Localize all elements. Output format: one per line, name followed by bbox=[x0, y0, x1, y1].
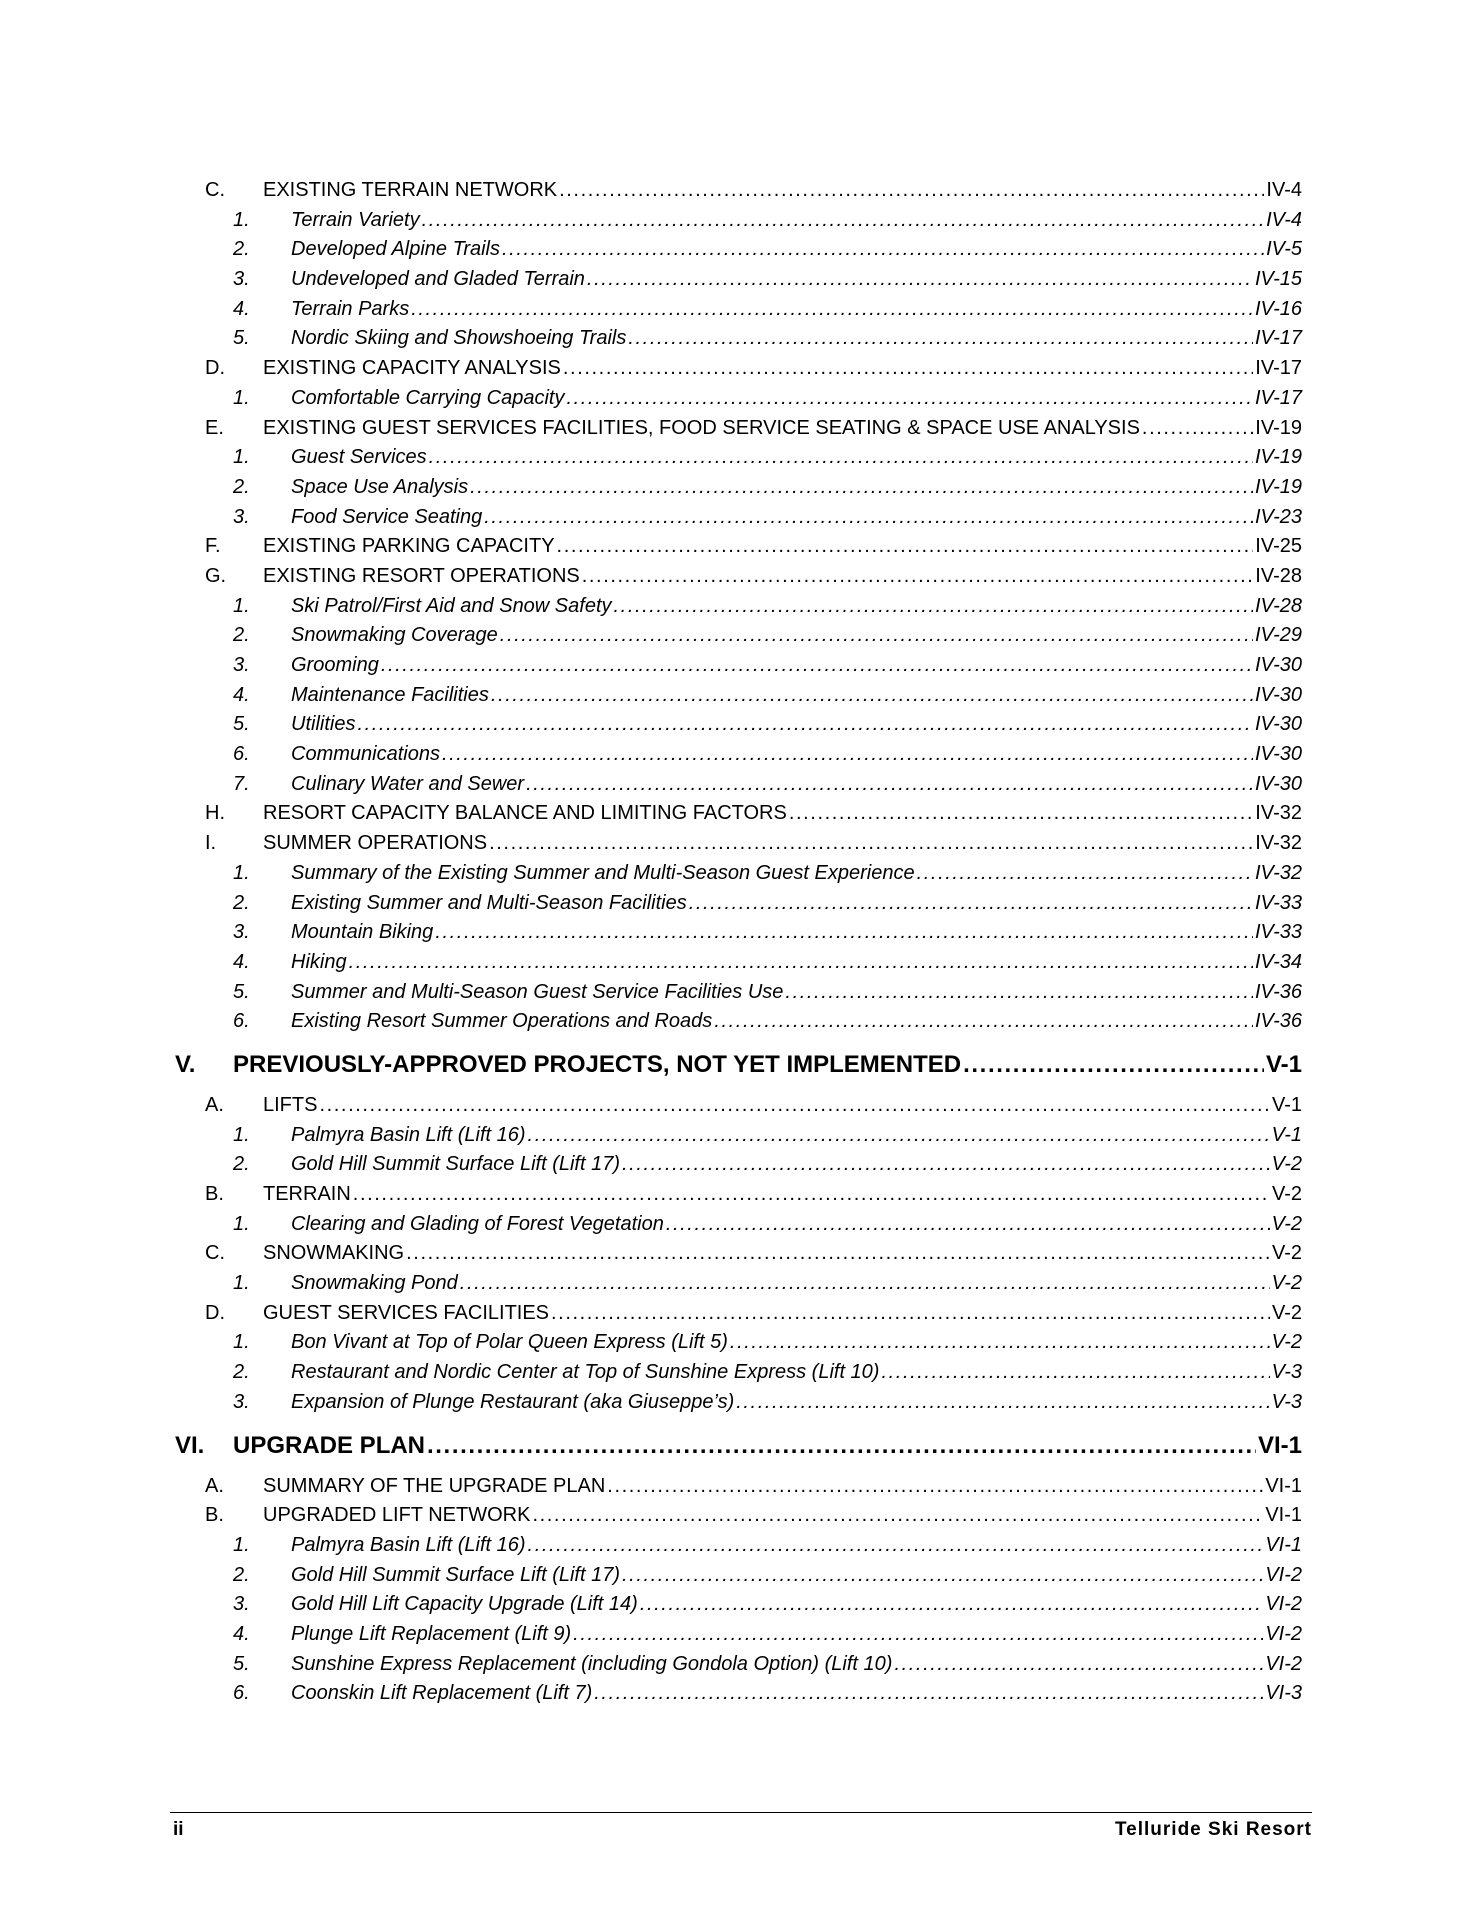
toc-subsection-entry[interactable] bbox=[170, 1269, 1302, 1299]
toc-entry-page: IV-32 bbox=[1255, 802, 1302, 825]
toc-subsection-entry[interactable] bbox=[170, 1007, 1302, 1037]
toc-dot-leader bbox=[594, 1679, 1263, 1709]
toc-entry-title: Comfortable Carrying Capacity bbox=[291, 386, 565, 409]
toc-entry-title: Summary of the Existing Summer and Multi-Season Guest Experience bbox=[291, 861, 915, 884]
toc-entry-number: VI. bbox=[175, 1431, 205, 1459]
toc-subsection-entry[interactable] bbox=[170, 1590, 1302, 1620]
toc-subsection-entry[interactable] bbox=[170, 1650, 1302, 1680]
toc-entry-page: V-1 bbox=[1271, 1123, 1302, 1146]
toc-dot-leader bbox=[429, 443, 1253, 473]
toc-entry-number: 2. bbox=[233, 891, 250, 914]
toc-entry-title: Guest Services bbox=[291, 446, 427, 469]
toc-subsection-entry[interactable] bbox=[170, 651, 1302, 681]
toc-entry-number: I. bbox=[205, 832, 217, 855]
toc-dot-leader bbox=[689, 889, 1253, 919]
toc-entry-title: SUMMER OPERATIONS bbox=[263, 832, 488, 855]
toc-entry-title: Hiking bbox=[291, 950, 347, 973]
toc-entry-number: 4. bbox=[233, 950, 250, 973]
toc-dot-leader bbox=[532, 1501, 1263, 1531]
toc-entry-number: 1. bbox=[233, 1123, 250, 1146]
toc-dot-leader bbox=[435, 918, 1253, 948]
toc-entry-number: 2. bbox=[233, 1361, 250, 1384]
toc-dot-leader bbox=[406, 1239, 1270, 1269]
toc-entry-number: 2. bbox=[233, 475, 250, 498]
toc-entry-number: 2. bbox=[233, 1563, 250, 1586]
toc-subsection-entry[interactable] bbox=[170, 1328, 1302, 1358]
toc-dot-leader bbox=[736, 1388, 1269, 1418]
toc-entry-page: VI-1 bbox=[1265, 1504, 1302, 1527]
toc-dot-leader bbox=[353, 1180, 1270, 1210]
toc-entry-page: IV-19 bbox=[1254, 446, 1302, 469]
toc-entry-page: IV-19 bbox=[1255, 416, 1302, 439]
toc-section-entry[interactable] bbox=[170, 562, 1302, 592]
toc-entry-number: 1. bbox=[233, 1272, 250, 1295]
toc-subsection-entry[interactable] bbox=[170, 770, 1302, 800]
toc-dot-leader bbox=[319, 1091, 1270, 1121]
toc-subsection-entry[interactable] bbox=[170, 681, 1302, 711]
toc-entry-number: 3. bbox=[233, 1593, 250, 1616]
toc-entry-title: Communications bbox=[291, 743, 440, 766]
toc-entry-number: 3. bbox=[233, 268, 250, 291]
toc-entry-page: IV-17 bbox=[1255, 357, 1302, 380]
toc-entry-page: V-2 bbox=[1271, 1331, 1302, 1354]
toc-entry-number: 3. bbox=[233, 654, 250, 676]
toc-dot-leader bbox=[559, 176, 1264, 206]
toc-dot-leader bbox=[1142, 414, 1253, 444]
toc-entry-number: G. bbox=[205, 564, 227, 587]
toc-subsection-entry[interactable] bbox=[170, 1620, 1302, 1650]
toc-entry-title: Culinary Water and Sewer bbox=[291, 772, 525, 795]
toc-entry-title: Palmyra Basin Lift (Lift 16) bbox=[291, 1533, 526, 1556]
toc-section-entry[interactable] bbox=[170, 1501, 1302, 1531]
toc-subsection-entry[interactable] bbox=[170, 948, 1302, 978]
toc-entry-page: IV-28 bbox=[1255, 564, 1302, 587]
toc-entry-number: 5. bbox=[233, 980, 250, 1003]
toc-entry-number: 1. bbox=[233, 1533, 250, 1556]
toc-subsection-entry[interactable] bbox=[170, 859, 1302, 889]
toc-entry-title: EXISTING PARKING CAPACITY bbox=[263, 535, 555, 558]
toc-entry-title: EXISTING GUEST SERVICES FACILITIES, FOOD SERVICE SEATING & SPACE USE ANALYSIS bbox=[263, 416, 1140, 439]
toc-section-entry[interactable] bbox=[170, 532, 1302, 562]
toc-dot-leader bbox=[411, 295, 1253, 325]
toc-entry-number: B. bbox=[205, 1504, 224, 1527]
toc-subsection-entry[interactable] bbox=[170, 1561, 1302, 1591]
toc-dot-leader bbox=[491, 681, 1253, 711]
toc-dot-leader bbox=[582, 562, 1254, 592]
toc-entry-number: 6. bbox=[233, 1682, 250, 1705]
toc-entry-title: EXISTING TERRAIN NETWORK bbox=[263, 179, 558, 201]
toc-entry-title: Sunshine Express Replacement (including Gondola Option) (Lift 10) bbox=[291, 1652, 893, 1675]
toc-entry-number: 7. bbox=[233, 772, 250, 795]
toc-dot-leader bbox=[881, 1358, 1269, 1388]
toc-entry-page: VI-3 bbox=[1265, 1682, 1302, 1705]
toc-entry-page: IV-23 bbox=[1254, 505, 1302, 528]
toc-entry-number: 1. bbox=[233, 208, 250, 231]
toc-dot-leader bbox=[381, 651, 1253, 681]
toc-section-entry[interactable] bbox=[170, 1180, 1302, 1210]
toc-dot-leader bbox=[484, 503, 1253, 533]
toc-entry-title: Expansion of Plunge Restaurant (aka Giuseppe’s) bbox=[291, 1390, 735, 1413]
toc-dot-leader bbox=[894, 1650, 1263, 1680]
toc-dot-leader bbox=[470, 473, 1253, 503]
toc-subsection-entry[interactable] bbox=[170, 1150, 1302, 1180]
toc-dot-leader bbox=[640, 1590, 1263, 1620]
toc-entry-page: IV-33 bbox=[1254, 891, 1302, 914]
toc-entry-number: D. bbox=[205, 357, 225, 380]
toc-entry-title: Gold Hill Summit Surface Lift (Lift 17) bbox=[291, 1563, 620, 1586]
toc-entry-title: Space Use Analysis bbox=[291, 475, 469, 498]
toc-entry-page: IV-25 bbox=[1255, 535, 1302, 558]
toc-entry-title: Existing Summer and Multi-Season Facilities bbox=[291, 891, 687, 914]
toc-section-entry[interactable] bbox=[170, 799, 1302, 829]
toc-entry-page: VI-2 bbox=[1265, 1563, 1302, 1586]
toc-section-entry[interactable] bbox=[170, 1299, 1302, 1329]
toc-dot-leader bbox=[349, 948, 1253, 978]
toc-dot-leader bbox=[489, 829, 1253, 859]
toc-entry-title: Terrain Variety bbox=[291, 208, 420, 231]
toc-entry-number: 5. bbox=[233, 713, 250, 736]
toc-subsection-entry[interactable] bbox=[170, 443, 1302, 473]
toc-entry-number: 1. bbox=[233, 446, 250, 469]
toc-entry-number: 1. bbox=[233, 594, 250, 617]
toc-entry-title: Developed Alpine Trails bbox=[291, 238, 500, 261]
toc-dot-leader bbox=[730, 1328, 1270, 1358]
toc-entry-number: 1. bbox=[233, 1331, 250, 1354]
toc-entry-title: Maintenance Facilities bbox=[291, 683, 489, 706]
toc-chapter-entry[interactable] bbox=[170, 1426, 1302, 1466]
toc-subsection-entry[interactable] bbox=[170, 1531, 1302, 1561]
toc-dot-leader bbox=[714, 1007, 1253, 1037]
toc-entry-title: UPGRADED LIFT NETWORK bbox=[263, 1504, 531, 1527]
toc-section-entry[interactable] bbox=[170, 176, 1302, 206]
toc-entry-title: SNOWMAKING bbox=[263, 1242, 405, 1265]
toc-entry-page: IV-30 bbox=[1254, 743, 1302, 766]
toc-dot-leader bbox=[573, 1620, 1263, 1650]
toc-entry-title: PREVIOUSLY-APPROVED PROJECTS, NOT YET IMPLEMENTED bbox=[233, 1050, 962, 1078]
toc-entry-page: V-3 bbox=[1271, 1390, 1302, 1413]
toc-chapter-entry[interactable] bbox=[170, 1045, 1302, 1085]
toc-section-entry[interactable] bbox=[170, 1239, 1302, 1269]
toc-entry-title: Coonskin Lift Replacement (Lift 7) bbox=[291, 1682, 593, 1705]
toc-subsection-entry[interactable] bbox=[170, 1679, 1302, 1709]
toc-entry-page: IV-15 bbox=[1254, 268, 1302, 291]
toc-entry-number: H. bbox=[205, 802, 225, 825]
toc-section-entry[interactable] bbox=[170, 1472, 1302, 1502]
toc-entry-number: 6. bbox=[233, 743, 250, 766]
toc-entry-number: 4. bbox=[233, 297, 250, 320]
toc-entry-page: IV-4 bbox=[1266, 208, 1302, 231]
toc-entry-title: Clearing and Glading of Forest Vegetation bbox=[291, 1212, 664, 1235]
toc-dot-leader bbox=[628, 324, 1253, 354]
toc-entry-number: F. bbox=[205, 535, 221, 558]
toc-entry-title: Mountain Biking bbox=[291, 921, 434, 944]
toc-entry-page: V-2 bbox=[1271, 1183, 1302, 1205]
toc-dot-leader bbox=[587, 265, 1253, 295]
toc-entry-number: D. bbox=[205, 1301, 225, 1324]
toc-subsection-entry[interactable] bbox=[170, 1388, 1302, 1418]
toc-entry-page: IV-30 bbox=[1254, 772, 1302, 795]
toc-dot-leader bbox=[427, 1426, 1256, 1466]
toc-dot-leader bbox=[789, 799, 1253, 829]
toc-subsection-entry[interactable] bbox=[170, 1358, 1302, 1388]
toc-dot-leader bbox=[614, 592, 1253, 622]
toc-entry-page: VI-1 bbox=[1265, 1533, 1302, 1556]
toc-entry-number: 1. bbox=[233, 386, 250, 409]
toc-entry-number: 2. bbox=[233, 1153, 250, 1176]
toc-entry-number: C. bbox=[205, 179, 225, 201]
toc-entry-page: V-3 bbox=[1271, 1361, 1302, 1384]
toc-entry-title: Gold Hill Summit Surface Lift (Lift 17) bbox=[291, 1153, 620, 1176]
toc-entry-number: 2. bbox=[233, 624, 250, 647]
toc-entry-page: IV-36 bbox=[1254, 980, 1302, 1003]
toc-entry-title: GUEST SERVICES FACILITIES bbox=[263, 1301, 550, 1324]
toc-entry-title: Nordic Skiing and Showshoeing Trails bbox=[291, 327, 627, 350]
toc-entry-page: VI-1 bbox=[1257, 1431, 1302, 1459]
toc-subsection-entry[interactable] bbox=[170, 1121, 1302, 1151]
toc-entry-number: 3. bbox=[233, 921, 250, 944]
toc-dot-leader bbox=[666, 1210, 1270, 1240]
toc-entry-number: 3. bbox=[233, 505, 250, 528]
toc-dot-leader bbox=[622, 1561, 1263, 1591]
toc-entry-number: E. bbox=[205, 416, 224, 439]
toc-entry-page: IV-32 bbox=[1255, 832, 1302, 855]
toc-entry-title: Undeveloped and Gladed Terrain bbox=[291, 268, 585, 291]
toc-dot-leader bbox=[528, 1531, 1264, 1561]
toc-subsection-entry[interactable] bbox=[170, 384, 1302, 414]
toc-dot-leader bbox=[422, 206, 1264, 236]
toc-dot-leader bbox=[785, 978, 1253, 1008]
toc-entry-title: EXISTING RESORT OPERATIONS bbox=[263, 564, 580, 587]
toc-dot-leader bbox=[566, 384, 1253, 414]
toc-entry-page: IV-17 bbox=[1254, 327, 1302, 350]
toc-entry-title: Existing Resort Summer Operations and Roads bbox=[291, 1010, 713, 1033]
toc-entry-title: Gold Hill Lift Capacity Upgrade (Lift 14) bbox=[291, 1593, 638, 1616]
toc-section-entry[interactable] bbox=[170, 829, 1302, 859]
toc-subsection-entry[interactable] bbox=[170, 265, 1302, 295]
toc-subsection-entry[interactable] bbox=[170, 710, 1302, 740]
toc-entry-number: A. bbox=[205, 1093, 224, 1116]
toc-entry-title: RESORT CAPACITY BALANCE AND LIMITING FACTORS bbox=[263, 802, 787, 825]
toc-entry-number: 5. bbox=[233, 1652, 250, 1675]
toc-entry-page: VI-2 bbox=[1265, 1652, 1302, 1675]
toc-dot-leader bbox=[563, 354, 1253, 384]
toc-entry-page: IV-5 bbox=[1266, 238, 1302, 261]
toc-dot-leader bbox=[357, 710, 1252, 740]
toc-subsection-entry[interactable] bbox=[170, 235, 1302, 265]
toc-entry-page: V-2 bbox=[1271, 1212, 1302, 1235]
toc-entry-title: LIFTS bbox=[263, 1093, 318, 1116]
toc-entry-title: Bon Vivant at Top of Polar Queen Express (Lift 5) bbox=[291, 1331, 728, 1354]
toc-section-entry[interactable] bbox=[170, 1091, 1302, 1121]
toc-entry-number: 6. bbox=[233, 1010, 250, 1033]
toc-entry-title: Ski Patrol/First Aid and Snow Safety bbox=[291, 594, 612, 617]
toc-entry-number: B. bbox=[205, 1183, 224, 1205]
toc-entry-page: IV-29 bbox=[1254, 624, 1302, 647]
toc-entry-title: UPGRADE PLAN bbox=[233, 1431, 426, 1459]
toc-entry-number: 1. bbox=[233, 861, 250, 884]
toc-entry-title: Snowmaking Coverage bbox=[291, 624, 498, 647]
toc-entry-title: Summer and Multi-Season Guest Service Facilities Use bbox=[291, 980, 784, 1003]
toc-entry-page: V-2 bbox=[1271, 1242, 1302, 1265]
toc-dot-leader bbox=[607, 1472, 1263, 1502]
toc-subsection-entry[interactable] bbox=[170, 740, 1302, 770]
toc-entry-page: VI-2 bbox=[1265, 1593, 1302, 1616]
toc-entry-number: V. bbox=[175, 1050, 196, 1078]
toc-entry-page: IV-32 bbox=[1254, 861, 1302, 884]
toc-subsection-entry[interactable] bbox=[170, 473, 1302, 503]
toc-entry-title: Restaurant and Nordic Center at Top of Sunshine Express (Lift 10) bbox=[291, 1361, 880, 1384]
toc-entry-number: A. bbox=[205, 1474, 224, 1497]
toc-subsection-entry[interactable] bbox=[170, 592, 1302, 622]
toc-entry-page: IV-30 bbox=[1254, 713, 1302, 736]
toc-entry-number: C. bbox=[205, 1242, 225, 1265]
toc-entry-page: IV-4 bbox=[1266, 179, 1302, 201]
toc-entry-number: 4. bbox=[233, 1622, 250, 1645]
toc-subsection-entry[interactable] bbox=[170, 1210, 1302, 1240]
toc-dot-leader bbox=[526, 770, 1253, 800]
toc-entry-title: Terrain Parks bbox=[291, 297, 410, 320]
toc-entry-page: V-2 bbox=[1271, 1272, 1302, 1295]
toc-entry-page: IV-30 bbox=[1254, 654, 1302, 676]
toc-entry-title: Plunge Lift Replacement (Lift 9) bbox=[291, 1622, 572, 1645]
toc-dot-leader bbox=[442, 740, 1253, 770]
footer-page-number: ii bbox=[173, 1819, 184, 1840]
footer-publication-title: Telluride Ski Resort bbox=[1114, 1819, 1312, 1840]
toc-entry-number: 2. bbox=[233, 238, 250, 261]
toc-dot-leader bbox=[557, 532, 1254, 562]
toc-entry-title: Grooming bbox=[291, 654, 379, 676]
toc-entry-page: IV-16 bbox=[1254, 297, 1302, 320]
toc-entry-page: IV-33 bbox=[1254, 921, 1302, 944]
toc-entry-title: EXISTING CAPACITY ANALYSIS bbox=[263, 357, 561, 380]
toc-entry-title: SUMMARY OF THE UPGRADE PLAN bbox=[263, 1474, 606, 1497]
toc-section-entry[interactable] bbox=[170, 354, 1302, 384]
toc-entry-title: Food Service Seating bbox=[291, 505, 483, 528]
toc-subsection-entry[interactable] bbox=[170, 978, 1302, 1008]
toc-entry-page: V-1 bbox=[1265, 1050, 1302, 1078]
toc-entry-page: V-2 bbox=[1271, 1301, 1302, 1324]
toc-subsection-entry[interactable] bbox=[170, 889, 1302, 919]
toc-entry-title: Utilities bbox=[291, 713, 356, 736]
toc-entry-page: IV-28 bbox=[1254, 594, 1302, 617]
toc-entry-number: 1. bbox=[233, 1212, 250, 1235]
toc-entry-title: Snowmaking Pond bbox=[291, 1272, 458, 1295]
toc-entry-page: VI-1 bbox=[1265, 1474, 1302, 1497]
toc-section-entry[interactable] bbox=[170, 414, 1302, 444]
toc-entry-page: V-1 bbox=[1271, 1093, 1302, 1116]
footer-divider bbox=[170, 1812, 1312, 1813]
toc-dot-leader bbox=[500, 621, 1253, 651]
toc-dot-leader bbox=[622, 1150, 1270, 1180]
toc-dot-leader bbox=[963, 1045, 1264, 1085]
toc-entry-page: IV-19 bbox=[1254, 475, 1302, 498]
toc-dot-leader bbox=[917, 859, 1253, 889]
toc-subsection-entry[interactable] bbox=[170, 918, 1302, 948]
toc-subsection-entry[interactable] bbox=[170, 621, 1302, 651]
table-of-contents bbox=[170, 176, 1302, 1709]
toc-dot-leader bbox=[528, 1121, 1270, 1151]
toc-entry-page: IV-34 bbox=[1254, 950, 1302, 973]
toc-entry-number: 4. bbox=[233, 683, 250, 706]
toc-dot-leader bbox=[502, 235, 1264, 265]
toc-subsection-entry[interactable] bbox=[170, 503, 1302, 533]
toc-subsection-entry[interactable] bbox=[170, 324, 1302, 354]
toc-entry-page: IV-17 bbox=[1254, 386, 1302, 409]
toc-dot-leader bbox=[460, 1269, 1270, 1299]
toc-entry-title: TERRAIN bbox=[263, 1183, 351, 1205]
toc-entry-page: VI-2 bbox=[1265, 1622, 1302, 1645]
toc-entry-page: IV-36 bbox=[1254, 1010, 1302, 1033]
toc-entry-page: V-2 bbox=[1271, 1153, 1302, 1176]
toc-subsection-entry[interactable] bbox=[170, 295, 1302, 325]
toc-entry-title: Palmyra Basin Lift (Lift 16) bbox=[291, 1123, 526, 1146]
toc-subsection-entry[interactable] bbox=[170, 206, 1302, 236]
toc-dot-leader bbox=[551, 1299, 1270, 1329]
toc-entry-number: 3. bbox=[233, 1390, 250, 1413]
toc-entry-number: 5. bbox=[233, 327, 250, 350]
toc-entry-page: IV-30 bbox=[1254, 683, 1302, 706]
